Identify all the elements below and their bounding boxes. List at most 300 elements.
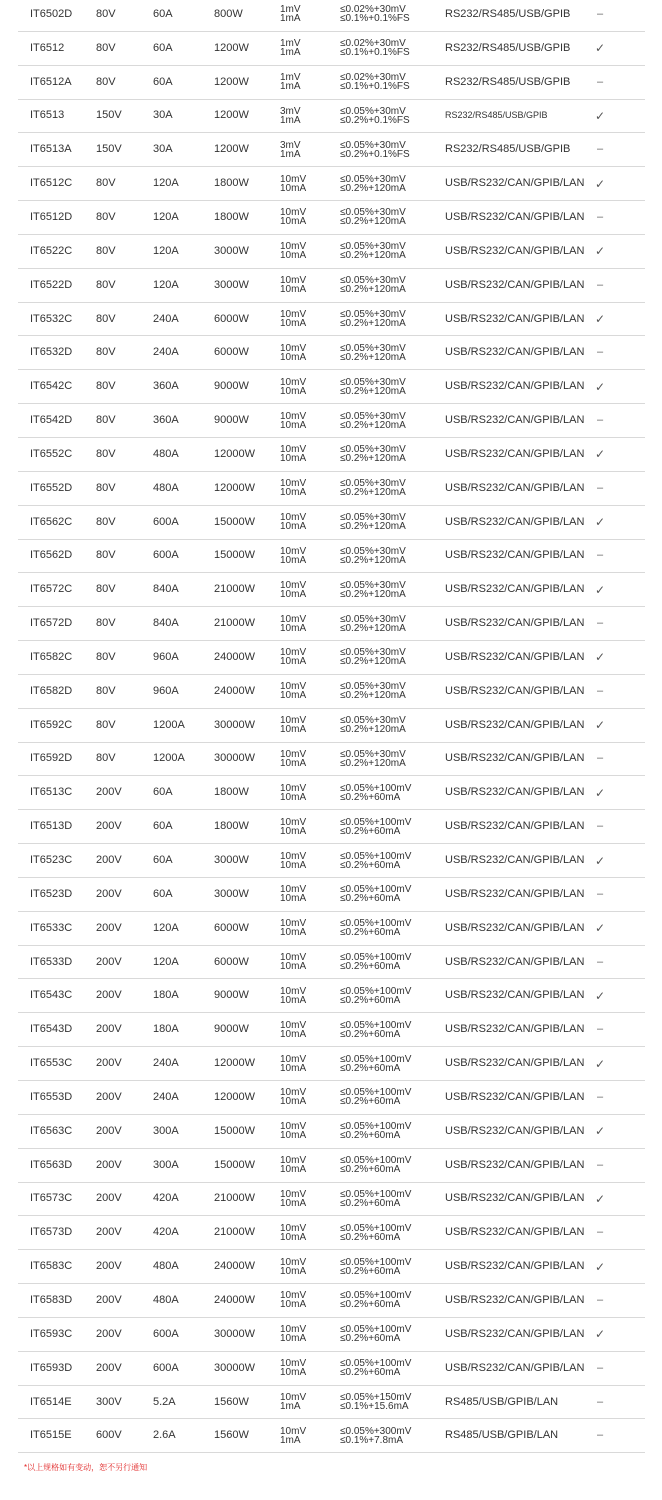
accuracy-line: ≤0.05%+100mV bbox=[340, 918, 412, 930]
accuracy-line: ≤0.2%+120mA bbox=[340, 588, 406, 600]
table-row bbox=[18, 1352, 645, 1386]
accuracy-line: ≤0.1%+7.8mA bbox=[340, 1434, 404, 1446]
accuracy-line: ≤0.05%+100mV bbox=[340, 850, 412, 862]
model-cell: IT6502D bbox=[30, 7, 73, 20]
voltage-cell: 80V bbox=[96, 684, 116, 697]
table-row bbox=[18, 607, 645, 641]
dash-icon: – bbox=[596, 143, 604, 156]
voltage-cell: 200V bbox=[96, 921, 122, 934]
interface-cell: USB/RS232/CAN/GPIB/LAN bbox=[445, 786, 585, 799]
accuracy-line: ≤0.05%+30mV bbox=[340, 647, 406, 659]
accuracy-line: ≤0.05%+100mV bbox=[340, 1087, 412, 1099]
accuracy-line: ≤0.05%+100mV bbox=[340, 1188, 412, 1200]
resolution-line: 10mV bbox=[280, 1324, 307, 1336]
dash-icon: – bbox=[596, 617, 604, 630]
table-row bbox=[18, 1284, 645, 1318]
accuracy-cell bbox=[340, 1047, 411, 1080]
accuracy-line: ≤0.2%+60mA bbox=[340, 1096, 401, 1108]
current-cell: 120A bbox=[153, 921, 179, 934]
resolution-line: 10mA bbox=[280, 1265, 307, 1277]
current-cell: 120A bbox=[153, 244, 179, 257]
accuracy-line: ≤0.2%+120mA bbox=[340, 487, 406, 499]
accuracy-cell bbox=[340, 1250, 411, 1283]
table-row bbox=[18, 201, 645, 235]
resolution-cell bbox=[280, 844, 306, 877]
interface-cell: USB/RS232/CAN/GPIB/LAN bbox=[445, 1158, 585, 1171]
table-row bbox=[18, 269, 645, 303]
resolution-line: 10mA bbox=[280, 1231, 307, 1243]
accuracy-line: ≤0.2%+60mA bbox=[340, 961, 401, 973]
resolution-line: 3mV bbox=[280, 105, 301, 117]
interface-cell: USB/RS232/CAN/GPIB/LAN bbox=[445, 1327, 585, 1340]
model-cell: IT6533C bbox=[30, 921, 73, 934]
voltage-cell: 80V bbox=[96, 7, 116, 20]
resolution-line: 10mV bbox=[280, 681, 307, 693]
dash-icon: – bbox=[596, 414, 604, 427]
dash-icon: – bbox=[596, 1158, 604, 1171]
voltage-cell: 200V bbox=[96, 989, 122, 1002]
table-row bbox=[18, 1115, 645, 1149]
accuracy-cell bbox=[340, 303, 406, 336]
current-cell: 60A bbox=[153, 7, 173, 20]
model-cell: IT6573D bbox=[30, 1226, 73, 1239]
interface-cell: USB/RS232/CAN/GPIB/LAN bbox=[445, 1124, 585, 1137]
check-icon: ✓ bbox=[594, 447, 606, 462]
resolution-cell bbox=[280, 1081, 306, 1114]
accuracy-line: ≤0.2%+60mA bbox=[340, 1130, 401, 1142]
model-cell: IT6582D bbox=[30, 684, 73, 697]
accuracy-cell bbox=[340, 1115, 411, 1148]
resolution-line: 10mA bbox=[280, 893, 307, 905]
resolution-line: 10mV bbox=[280, 275, 307, 287]
accuracy-line: ≤0.2%+120mA bbox=[340, 453, 406, 465]
table-row bbox=[18, 133, 645, 167]
resolution-line: 10mV bbox=[280, 1358, 307, 1370]
table-row bbox=[18, 404, 645, 438]
resolution-cell bbox=[280, 607, 306, 640]
resolution-line: 10mA bbox=[280, 1062, 307, 1074]
accuracy-line: ≤0.05%+30mV bbox=[340, 444, 406, 456]
accuracy-line: ≤0.05%+30mV bbox=[340, 207, 406, 219]
dash-icon: – bbox=[596, 1429, 604, 1442]
accuracy-line: ≤0.2%+120mA bbox=[340, 351, 406, 363]
accuracy-line: ≤0.2%+60mA bbox=[340, 1028, 401, 1040]
resolution-line: 10mA bbox=[280, 318, 307, 330]
power-cell: 24000W bbox=[214, 684, 255, 697]
dash-icon: – bbox=[596, 955, 604, 968]
resolution-cell bbox=[280, 878, 306, 911]
accuracy-line: ≤0.05%+30mV bbox=[340, 410, 406, 422]
table-row bbox=[18, 0, 645, 32]
model-cell: IT6513C bbox=[30, 786, 73, 799]
accuracy-cell bbox=[340, 235, 406, 268]
resolution-cell bbox=[280, 641, 306, 674]
resolution-line: 10mA bbox=[280, 690, 307, 702]
resolution-line: 10mV bbox=[280, 309, 307, 321]
power-cell: 9000W bbox=[214, 989, 249, 1002]
dash-icon: – bbox=[596, 1090, 604, 1103]
model-cell: IT6543C bbox=[30, 989, 73, 1002]
model-cell: IT6563C bbox=[30, 1124, 73, 1137]
model-cell: IT6532D bbox=[30, 346, 73, 359]
voltage-cell: 150V bbox=[96, 109, 122, 122]
resolution-line: 10mA bbox=[280, 385, 307, 397]
resolution-cell bbox=[280, 1352, 306, 1385]
model-cell: IT6523D bbox=[30, 887, 73, 900]
resolution-line: 10mV bbox=[280, 1188, 307, 1200]
accuracy-cell bbox=[340, 1318, 411, 1351]
power-cell: 15000W bbox=[214, 1124, 255, 1137]
table-row bbox=[18, 100, 645, 134]
power-cell: 1800W bbox=[214, 177, 249, 190]
resolution-line: 1mV bbox=[280, 4, 301, 16]
accuracy-cell bbox=[340, 1013, 411, 1046]
interface-cell: USB/RS232/CAN/GPIB/LAN bbox=[445, 854, 585, 867]
interface-cell: USB/RS232/CAN/GPIB/LAN bbox=[445, 955, 585, 968]
current-cell: 120A bbox=[153, 177, 179, 190]
voltage-cell: 80V bbox=[96, 617, 116, 630]
accuracy-line: ≤0.02%+30mV bbox=[340, 4, 406, 16]
resolution-cell bbox=[280, 66, 301, 99]
interface-cell: USB/RS232/CAN/GPIB/LAN bbox=[445, 718, 585, 731]
accuracy-line: ≤0.2%+60mA bbox=[340, 825, 401, 837]
current-cell: 60A bbox=[153, 75, 173, 88]
accuracy-line: ≤0.05%+30mV bbox=[340, 309, 406, 321]
voltage-cell: 80V bbox=[96, 312, 116, 325]
accuracy-cell bbox=[340, 1183, 411, 1216]
power-cell: 1560W bbox=[214, 1395, 249, 1408]
resolution-line: 10mV bbox=[280, 173, 307, 185]
check-icon: ✓ bbox=[594, 379, 606, 394]
resolution-cell bbox=[280, 1250, 306, 1283]
resolution-line: 10mA bbox=[280, 419, 307, 431]
voltage-cell: 80V bbox=[96, 414, 116, 427]
voltage-cell: 200V bbox=[96, 1327, 122, 1340]
current-cell: 60A bbox=[153, 854, 173, 867]
model-cell: IT6563D bbox=[30, 1158, 73, 1171]
power-cell: 9000W bbox=[214, 1023, 249, 1036]
resolution-line: 10mA bbox=[280, 791, 307, 803]
current-cell: 840A bbox=[153, 617, 179, 630]
table-row bbox=[18, 1047, 645, 1081]
voltage-cell: 80V bbox=[96, 752, 116, 765]
power-cell: 24000W bbox=[214, 650, 255, 663]
model-cell: IT6583D bbox=[30, 1293, 73, 1306]
accuracy-line: ≤0.2%+120mA bbox=[340, 521, 406, 533]
model-cell: IT6523C bbox=[30, 854, 73, 867]
accuracy-line: ≤0.05%+100mV bbox=[340, 1358, 412, 1370]
resolution-line: 1mA bbox=[280, 114, 301, 126]
resolution-line: 10mV bbox=[280, 1155, 307, 1167]
resolution-line: 10mA bbox=[280, 656, 307, 668]
dash-icon: – bbox=[596, 684, 604, 697]
power-cell: 12000W bbox=[214, 1090, 255, 1103]
voltage-cell: 80V bbox=[96, 481, 116, 494]
interface-cell: USB/RS232/CAN/GPIB/LAN bbox=[445, 650, 585, 663]
current-cell: 240A bbox=[153, 1057, 179, 1070]
voltage-cell: 150V bbox=[96, 143, 122, 156]
accuracy-line: ≤0.05%+30mV bbox=[340, 241, 406, 253]
resolution-cell bbox=[280, 912, 306, 945]
footnote: *以上规格如有变动，恕不另行通知 bbox=[24, 1463, 148, 1472]
model-cell: IT6512 bbox=[30, 41, 65, 54]
model-cell: IT6522D bbox=[30, 278, 73, 291]
resolution-line: 10mV bbox=[280, 1425, 307, 1437]
table-row bbox=[18, 1318, 645, 1352]
model-cell: IT6572C bbox=[30, 583, 73, 596]
resolution-cell bbox=[280, 979, 306, 1012]
resolution-cell bbox=[280, 1386, 306, 1419]
accuracy-cell bbox=[340, 370, 406, 403]
resolution-line: 10mV bbox=[280, 410, 307, 422]
accuracy-cell bbox=[340, 201, 406, 234]
voltage-cell: 200V bbox=[96, 1124, 122, 1137]
voltage-cell: 80V bbox=[96, 549, 116, 562]
current-cell: 840A bbox=[153, 583, 179, 596]
accuracy-line: ≤0.05%+30mV bbox=[340, 579, 406, 591]
dash-icon: – bbox=[596, 75, 604, 88]
accuracy-line: ≤0.2%+60mA bbox=[340, 859, 401, 871]
resolution-line: 10mV bbox=[280, 1392, 307, 1404]
resolution-line: 10mV bbox=[280, 241, 307, 253]
resolution-cell bbox=[280, 1216, 306, 1249]
voltage-cell: 200V bbox=[96, 786, 122, 799]
dash-icon: – bbox=[596, 1293, 604, 1306]
accuracy-line: ≤0.2%+120mA bbox=[340, 554, 406, 566]
accuracy-line: ≤0.2%+60mA bbox=[340, 893, 401, 905]
model-cell: IT6573C bbox=[30, 1192, 73, 1205]
check-icon: ✓ bbox=[594, 176, 606, 191]
interface-cell: USB/RS232/CAN/GPIB/LAN bbox=[445, 278, 585, 291]
model-cell: IT6522C bbox=[30, 244, 73, 257]
table-row bbox=[18, 1386, 645, 1420]
current-cell: 1200A bbox=[153, 718, 185, 731]
table-row bbox=[18, 709, 645, 743]
model-cell: IT6513D bbox=[30, 820, 73, 833]
voltage-cell: 200V bbox=[96, 1293, 122, 1306]
current-cell: 420A bbox=[153, 1226, 179, 1239]
accuracy-line: ≤0.2%+60mA bbox=[340, 1062, 401, 1074]
resolution-cell bbox=[280, 540, 306, 573]
accuracy-line: ≤0.05%+100mV bbox=[340, 782, 412, 794]
accuracy-line: ≤0.2%+0.1%FS bbox=[340, 148, 410, 160]
accuracy-line: ≤0.2%+120mA bbox=[340, 182, 406, 194]
resolution-cell bbox=[280, 336, 306, 369]
resolution-cell bbox=[280, 1047, 306, 1080]
accuracy-line: ≤0.2%+120mA bbox=[340, 656, 406, 668]
resolution-line: 10mV bbox=[280, 1290, 307, 1302]
power-cell: 9000W bbox=[214, 414, 249, 427]
resolution-line: 10mV bbox=[280, 207, 307, 219]
resolution-line: 10mA bbox=[280, 825, 307, 837]
table-row bbox=[18, 1081, 645, 1115]
power-cell: 1800W bbox=[214, 820, 249, 833]
accuracy-line: ≤0.2%+120mA bbox=[340, 724, 406, 736]
resolution-cell bbox=[280, 235, 306, 268]
resolution-cell bbox=[280, 472, 306, 505]
resolution-line: 10mV bbox=[280, 545, 307, 557]
resolution-cell bbox=[280, 709, 306, 742]
accuracy-line: ≤0.2%+120mA bbox=[340, 250, 406, 262]
accuracy-line: ≤0.2%+120mA bbox=[340, 690, 406, 702]
accuracy-line: ≤0.1%+0.1%FS bbox=[340, 13, 410, 25]
accuracy-cell bbox=[340, 438, 406, 471]
power-cell: 1200W bbox=[214, 109, 249, 122]
accuracy-line: ≤0.1%+15.6mA bbox=[340, 1401, 409, 1413]
power-cell: 1800W bbox=[214, 210, 249, 223]
resolution-line: 10mA bbox=[280, 927, 307, 939]
check-icon: ✓ bbox=[594, 244, 606, 259]
accuracy-line: ≤0.2%+120mA bbox=[340, 284, 406, 296]
current-cell: 2.6A bbox=[153, 1429, 176, 1442]
resolution-cell bbox=[280, 167, 306, 200]
accuracy-line: ≤0.2%+120mA bbox=[340, 419, 406, 431]
voltage-cell: 80V bbox=[96, 210, 116, 223]
current-cell: 60A bbox=[153, 41, 173, 54]
power-cell: 21000W bbox=[214, 1192, 255, 1205]
interface-cell: USB/RS232/CAN/GPIB/LAN bbox=[445, 312, 585, 325]
model-cell: IT6513 bbox=[30, 109, 65, 122]
interface-cell: USB/RS232/CAN/GPIB/LAN bbox=[445, 583, 585, 596]
power-cell: 3000W bbox=[214, 887, 249, 900]
current-cell: 240A bbox=[153, 312, 179, 325]
accuracy-cell bbox=[340, 810, 411, 843]
resolution-line: 10mV bbox=[280, 1019, 307, 1031]
model-cell: IT6512A bbox=[30, 75, 72, 88]
resolution-line: 10mV bbox=[280, 715, 307, 727]
resolution-line: 10mV bbox=[280, 613, 307, 625]
current-cell: 480A bbox=[153, 1293, 179, 1306]
resolution-cell bbox=[280, 0, 301, 31]
power-cell: 15000W bbox=[214, 515, 255, 528]
interface-cell: USB/RS232/CAN/GPIB/LAN bbox=[445, 549, 585, 562]
interface-cell: RS232/RS485/USB/GPIB bbox=[445, 7, 571, 20]
accuracy-line: ≤0.2%+60mA bbox=[340, 1231, 401, 1243]
accuracy-cell bbox=[340, 776, 411, 809]
resolution-line: 10mV bbox=[280, 1222, 307, 1234]
power-cell: 24000W bbox=[214, 1260, 255, 1273]
resolution-line: 10mV bbox=[280, 985, 307, 997]
check-icon: ✓ bbox=[594, 1124, 606, 1139]
interface-cell: USB/RS232/CAN/GPIB/LAN bbox=[445, 820, 585, 833]
voltage-cell: 200V bbox=[96, 1226, 122, 1239]
accuracy-line: ≤0.2%+120mA bbox=[340, 216, 406, 228]
resolution-line: 10mV bbox=[280, 918, 307, 930]
resolution-line: 10mA bbox=[280, 453, 307, 465]
accuracy-cell bbox=[340, 0, 410, 31]
model-cell: IT6552C bbox=[30, 447, 73, 460]
accuracy-cell bbox=[340, 844, 411, 877]
voltage-cell: 200V bbox=[96, 1192, 122, 1205]
model-cell: IT6592D bbox=[30, 752, 73, 765]
resolution-line: 10mA bbox=[280, 351, 307, 363]
accuracy-line: ≤0.2%+60mA bbox=[340, 1197, 401, 1209]
resolution-cell bbox=[280, 573, 306, 606]
power-cell: 15000W bbox=[214, 549, 255, 562]
voltage-cell: 200V bbox=[96, 955, 122, 968]
dash-icon: – bbox=[596, 210, 604, 223]
interface-cell: USB/RS232/CAN/GPIB/LAN bbox=[445, 1090, 585, 1103]
voltage-cell: 300V bbox=[96, 1395, 122, 1408]
check-icon: ✓ bbox=[594, 988, 606, 1003]
power-cell: 12000W bbox=[214, 1057, 255, 1070]
dash-icon: – bbox=[596, 1361, 604, 1374]
accuracy-line: ≤0.05%+30mV bbox=[340, 748, 406, 760]
interface-cell: USB/RS232/CAN/GPIB/LAN bbox=[445, 210, 585, 223]
voltage-cell: 80V bbox=[96, 447, 116, 460]
model-cell: IT6512C bbox=[30, 177, 73, 190]
current-cell: 360A bbox=[153, 414, 179, 427]
resolution-line: 10mA bbox=[280, 1028, 307, 1040]
table-row bbox=[18, 878, 645, 912]
table-row bbox=[18, 743, 645, 777]
dash-icon: – bbox=[596, 549, 604, 562]
resolution-cell bbox=[280, 1183, 306, 1216]
check-icon: ✓ bbox=[594, 1259, 606, 1274]
interface-cell: USB/RS232/CAN/GPIB/LAN bbox=[445, 1361, 585, 1374]
resolution-cell bbox=[280, 269, 306, 302]
accuracy-cell bbox=[340, 878, 411, 911]
dash-icon: – bbox=[596, 7, 604, 20]
interface-cell: USB/RS232/CAN/GPIB/LAN bbox=[445, 1293, 585, 1306]
check-icon: ✓ bbox=[594, 785, 606, 800]
resolution-line: 10mA bbox=[280, 182, 307, 194]
resolution-cell bbox=[280, 776, 306, 809]
resolution-cell bbox=[280, 1284, 306, 1317]
dash-icon: – bbox=[596, 1023, 604, 1036]
accuracy-line: ≤0.2%+60mA bbox=[340, 1367, 401, 1379]
interface-cell: USB/RS232/CAN/GPIB/LAN bbox=[445, 1057, 585, 1070]
accuracy-line: ≤0.2%+0.1%FS bbox=[340, 114, 410, 126]
current-cell: 420A bbox=[153, 1192, 179, 1205]
resolution-cell bbox=[280, 404, 306, 437]
current-cell: 5.2A bbox=[153, 1395, 176, 1408]
interface-cell: USB/RS232/CAN/GPIB/LAN bbox=[445, 617, 585, 630]
power-cell: 24000W bbox=[214, 1293, 255, 1306]
power-cell: 800W bbox=[214, 7, 243, 20]
current-cell: 360A bbox=[153, 380, 179, 393]
voltage-cell: 80V bbox=[96, 346, 116, 359]
power-cell: 6000W bbox=[214, 955, 249, 968]
resolution-line: 10mA bbox=[280, 724, 307, 736]
voltage-cell: 80V bbox=[96, 75, 116, 88]
interface-cell: RS485/USB/GPIB/LAN bbox=[445, 1395, 559, 1408]
dash-icon: – bbox=[596, 278, 604, 291]
accuracy-cell bbox=[340, 641, 406, 674]
voltage-cell: 200V bbox=[96, 820, 122, 833]
resolution-cell bbox=[280, 506, 306, 539]
dash-icon: – bbox=[596, 752, 604, 765]
interface-cell: USB/RS232/CAN/GPIB/LAN bbox=[445, 447, 585, 460]
accuracy-cell bbox=[340, 946, 411, 979]
interface-cell: RS485/USB/GPIB/LAN bbox=[445, 1429, 559, 1442]
power-cell: 21000W bbox=[214, 583, 255, 596]
check-icon: ✓ bbox=[594, 515, 606, 530]
resolution-cell bbox=[280, 675, 306, 708]
current-cell: 600A bbox=[153, 1361, 179, 1374]
resolution-line: 10mA bbox=[280, 961, 307, 973]
model-cell: IT6513A bbox=[30, 143, 72, 156]
accuracy-cell bbox=[340, 573, 406, 606]
accuracy-cell bbox=[340, 1149, 411, 1182]
accuracy-line: ≤0.2%+120mA bbox=[340, 385, 406, 397]
power-cell: 30000W bbox=[214, 752, 255, 765]
resolution-line: 3mV bbox=[280, 139, 301, 151]
dash-icon: – bbox=[596, 346, 604, 359]
accuracy-cell bbox=[340, 336, 406, 369]
power-cell: 3000W bbox=[214, 854, 249, 867]
power-cell: 12000W bbox=[214, 481, 255, 494]
